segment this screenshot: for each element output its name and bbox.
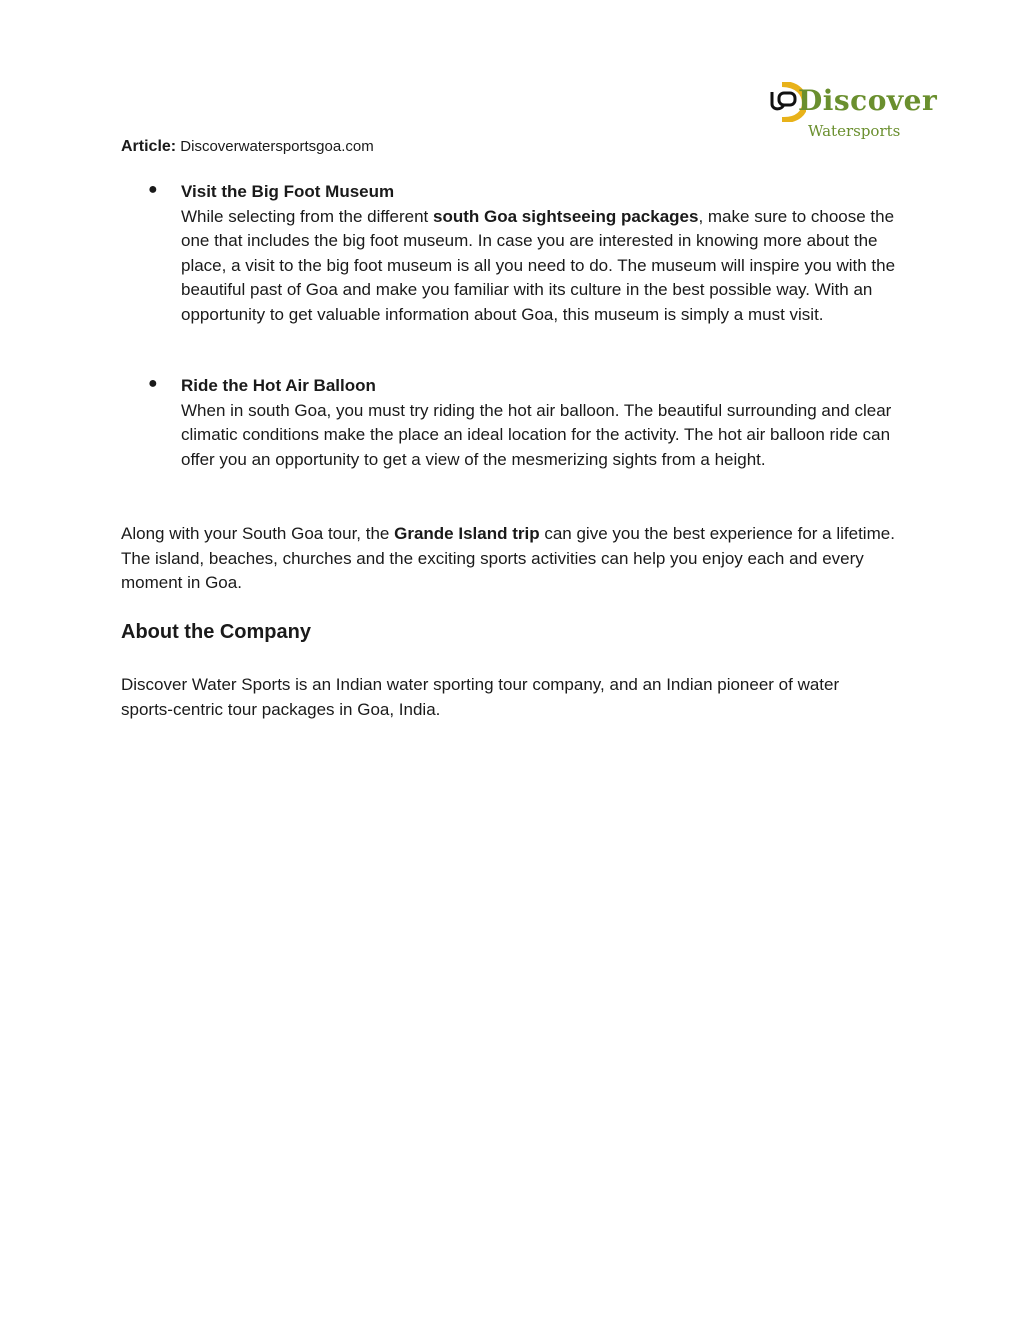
article-line <box>121 135 374 160</box>
bullet-icon: ● <box>148 375 158 392</box>
list-item <box>181 180 906 327</box>
company-logo <box>768 80 938 150</box>
closing-bold: Grande Island trip <box>394 524 540 543</box>
list-item-title: Ride the Hot Air Balloon <box>181 376 376 395</box>
closing-text: Along with your South Goa tour, the <box>121 524 395 543</box>
closing-text: can give you the best experience for a lifetime. The island, beaches, churches and the exciting sports activities can help you enjoy each and every moment in Goa. <box>121 524 895 592</box>
bullet-icon: ● <box>148 181 158 198</box>
list-item <box>181 374 903 472</box>
logo-word: Discover <box>798 84 938 117</box>
article-label: Article: <box>121 138 177 155</box>
list-item-bold: south Goa sightseeing packages <box>432 206 699 226</box>
list-item-text: When in south Goa, you must try riding the hot air balloon. The beautiful surrounding and clear climatic conditions make the place an ideal location for the activity. The hot air balloon ride can offer you an opportunity to get a view of the mesmerizing sights from a height. <box>181 400 892 469</box>
about-heading: About the Company <box>121 621 311 643</box>
logo-subtitle: Watersports <box>808 122 901 140</box>
list-item-title: Visit the Big Foot Museum <box>181 182 395 201</box>
about-paragraph: Discover Water Sports is an Indian water sporting tour company, and an Indian pioneer of water sports-centric tour packages in Goa, India. <box>121 675 840 719</box>
list-item-text: , make sure to choose the one that includes the big foot museum. In case you are interested in knowing more about the place, a visit to the big foot museum is all you need to do. The museum will inspire you with the beautiful past of Goa and make you familiar with its culture in the best possible way. With an opportunity to get valuable information about Goa, this museum is simply a must visit. <box>181 206 896 324</box>
article-source: Discoverwatersportsgoa.com <box>180 138 374 155</box>
closing-paragraph <box>121 522 911 596</box>
list-item-text: While selecting from the different <box>181 206 433 226</box>
